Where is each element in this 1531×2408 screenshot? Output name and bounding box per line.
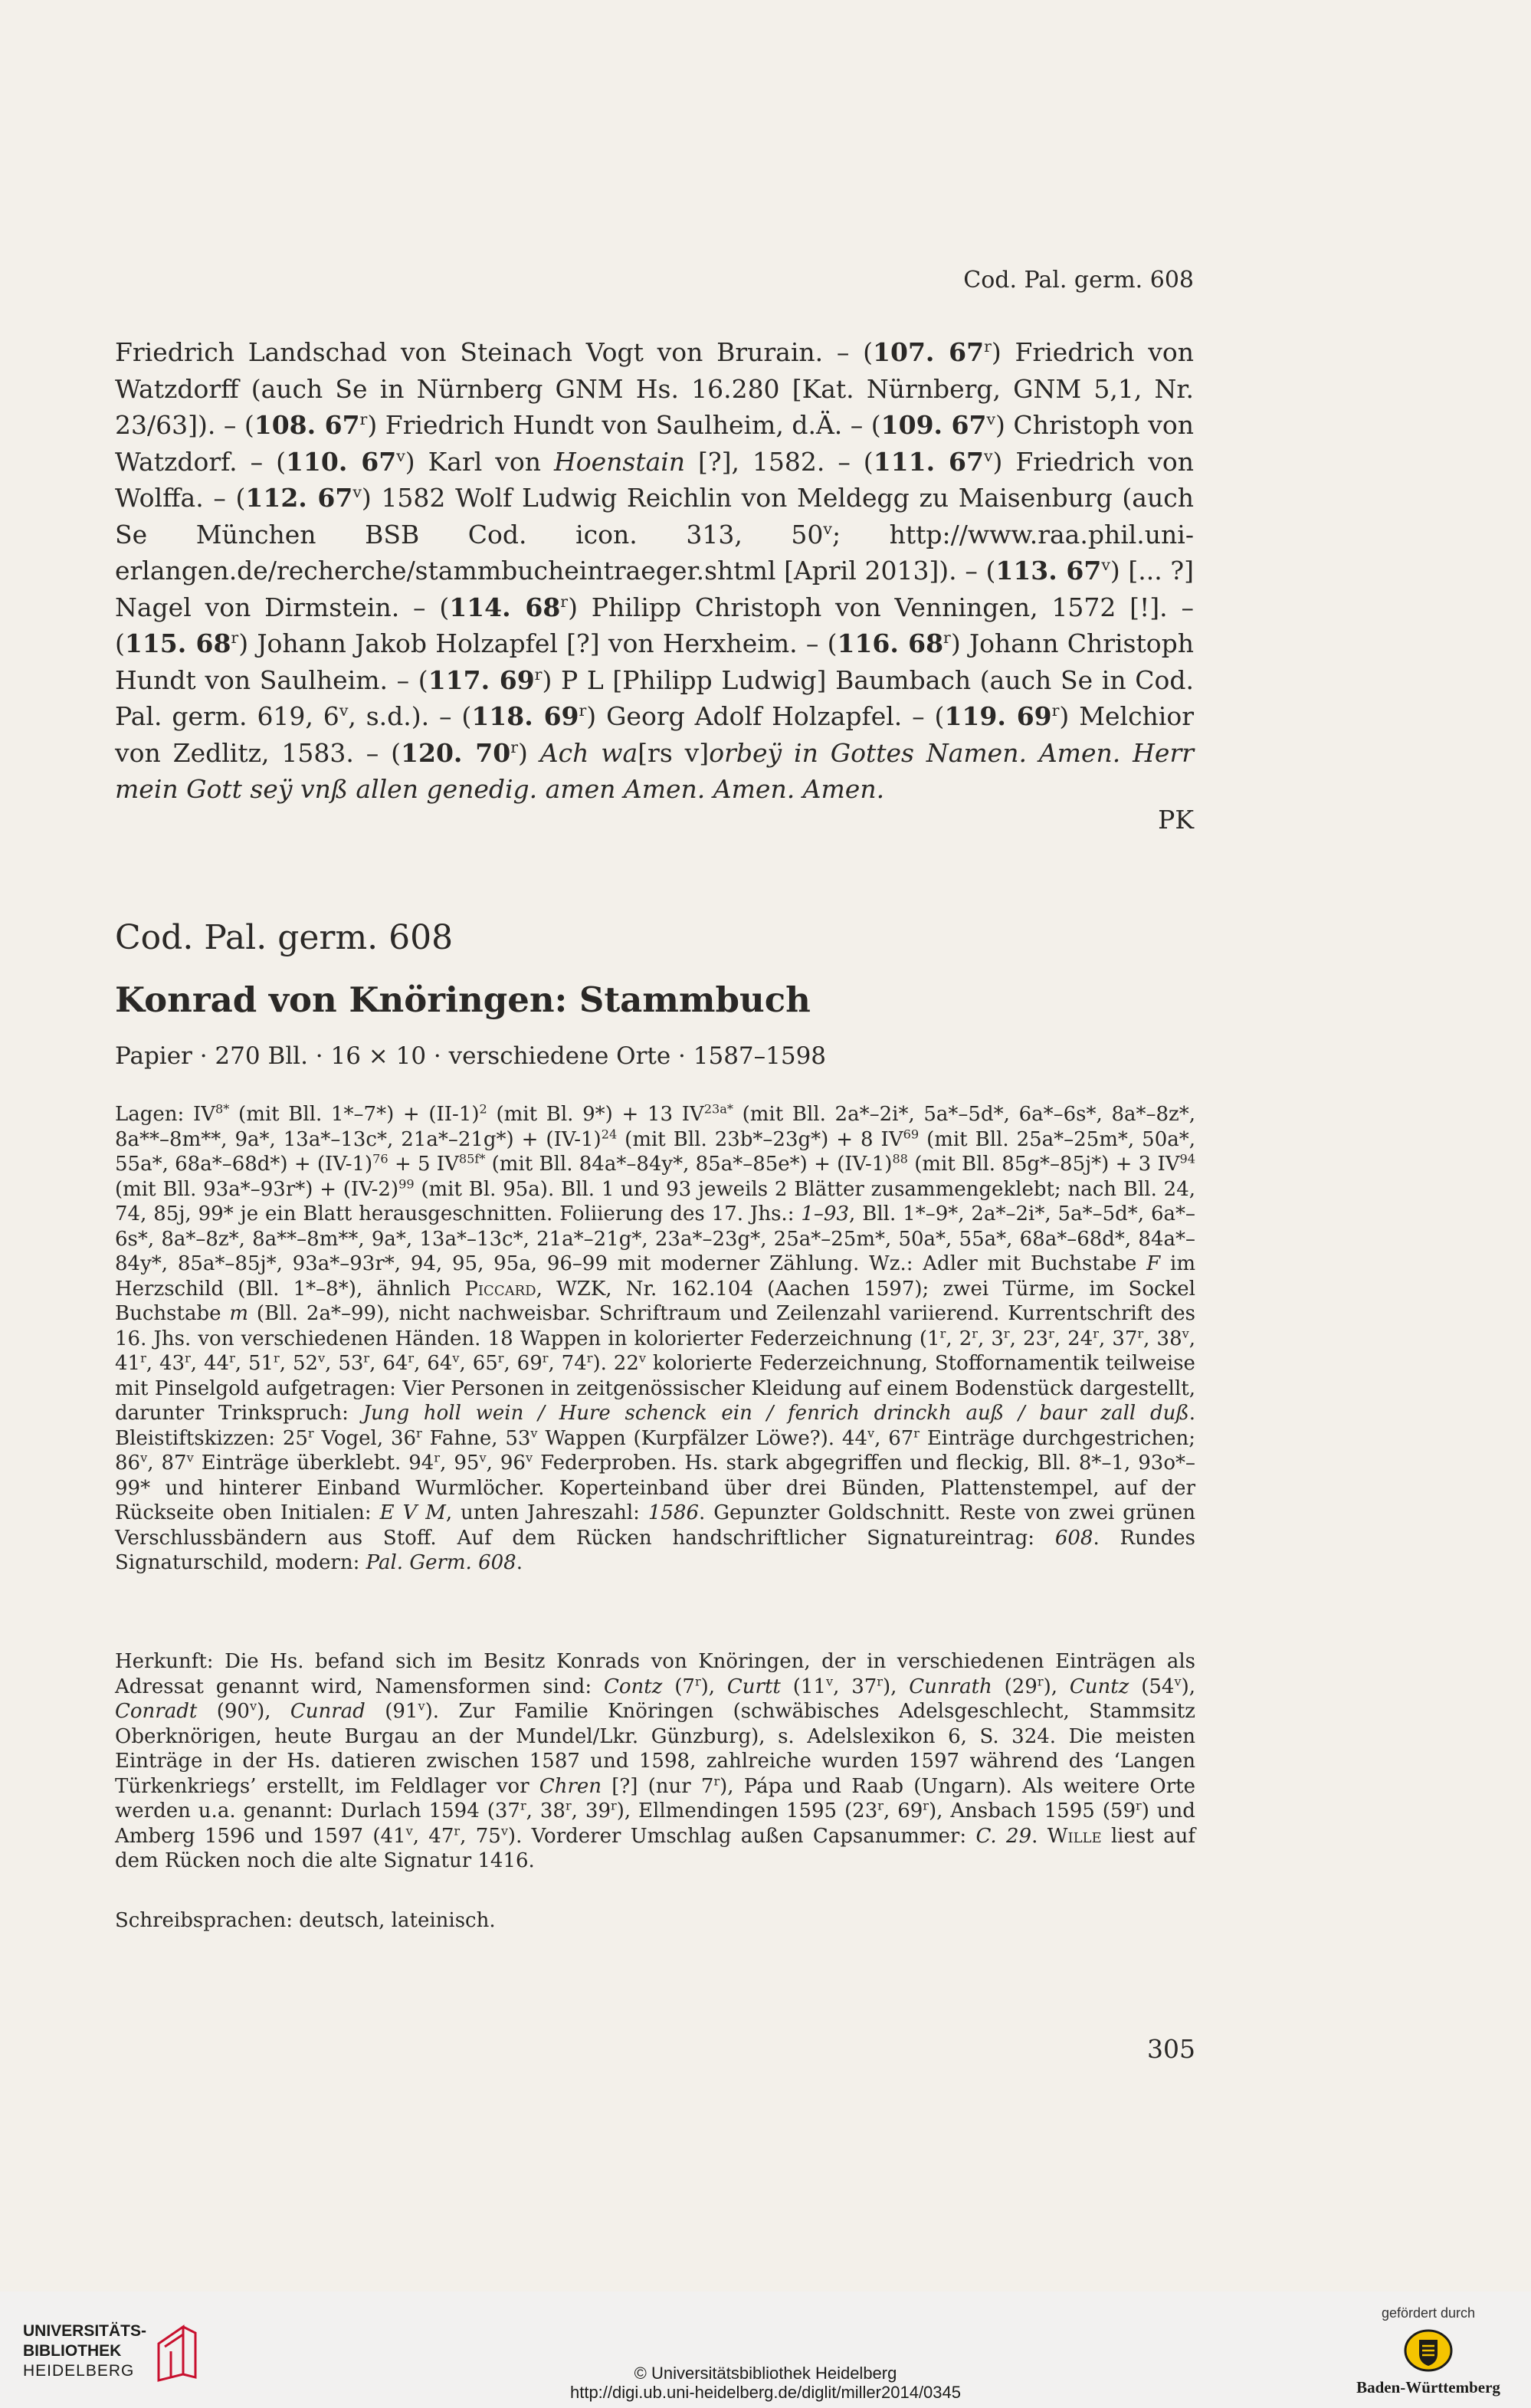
- herkunft-paragraph: Herkunft: Die Hs. befand sich im Besitz Konrads von Knöringen, der in verschiedenen Einträgen als Adressat genannt wird, Namensformen sind: Contz (7$^r$), Curtt (11$^v$, 37$^r$), Cunrath (29$^r$), Cuntz (54$^v$), Conradt (90$^v$), Cunrad (91$^v$). Zur Familie Knöringen (schwäbisches Adelsgeschlecht, Stammsitz Oberknörigen, heute Burgau an der Mundel/Lkr. Günzburg), s. Adelslexikon 6, S. 324. Die meisten Einträge in der Hs. datieren zwischen 1587 und 1598, zahlreiche wurden 1597 während des ‘Langen Türkenkriegs’ erstellt, im Feldlager vor Chren [?] (nur 7$^r$), Pápa und Raab (Ungarn). Als weitere Orte werden u.a. genannt: Durlach 1594 (37$^r$, 38$^r$, 39$^r$), Ellmendingen 1595 (23$^r$, 69$^r$), Ansbach 1595 (59$^r$) und Amberg 1596 und 1597 (41$^v$, 47$^r$, 75$^v$). Vorderer Umschlag außen Capsanummer: C. 29. Wille liest auf dem Rücken noch die alte Signatur 1416.: [115, 1650, 1195, 1872]
- permalink-url[interactable]: http://digi.ub.uni-heidelberg.de/diglit/miller2014/0345: [569, 2383, 961, 2402]
- copyright-text: © Universitätsbibliothek Heidelberg: [634, 2364, 897, 2383]
- viewer-footer: [0, 2292, 1531, 2408]
- baden-wuerttemberg-crest-icon: [1398, 2326, 1459, 2375]
- physical-description: Papier · 270 Bll. · 16 × 10 · verschiedene Orte · 1587–1598: [115, 1042, 827, 1070]
- sponsor-block: [1352, 2305, 1505, 2397]
- entry-title: Konrad von Knöringen: Stammbuch: [115, 979, 811, 1020]
- page-number: 305: [1147, 2034, 1195, 2064]
- library-name-line2: BIBLIOTHEK: [23, 2342, 122, 2360]
- sponsor-label: gefördert durch: [1381, 2305, 1476, 2321]
- sponsor-name: Baden-Württemberg: [1356, 2378, 1500, 2397]
- copyright-notice: [0, 2364, 1531, 2402]
- library-name-line1: UNIVERSITÄTS-: [23, 2322, 147, 2340]
- running-head: Cod. Pal. germ. 608: [963, 267, 1194, 294]
- schreibsprachen-line: Schreibsprachen: deutsch, lateinisch.: [115, 1909, 496, 1932]
- entry-shelfmark: Cod. Pal. germ. 608: [115, 918, 454, 957]
- author-initials: PK: [1158, 805, 1194, 835]
- previous-entry-text: Friedrich Landschad von Steinach Vogt von Brurain. – (107. 67$^r$) Friedrich von Watzdorff (auch Se in Nürnberg GNM Hs. 16.280 [Kat. Nürnberg, GNM 5,1, Nr. 23/63]). – (108. 67$^r$) Friedrich Hundt von Saulheim, d.Ä. – (109. 67$^v$) Christoph von Watzdorf. – (110. 67$^v$) Karl von Hoenstain [?], 1582. – (111. 67$^v$) Friedrich von Wolffa. – (112. 67$^v$) 1582 Wolf Ludwig Reichlin von Meldegg zu Maisenburg (auch Se München BSB Cod. icon. 313, 50$^v$; http://www.raa.phil.uni-erlangen.de/recherche/stammbucheintraeger.shtml [April 2013]). – (113. 67$^v$) [... ?] Nagel von Dirmstein. – (114. 68$^r$) Philipp Christoph von Venningen, 1572 [!]. – (115. 68$^r$) Johann Jakob Holzapfel [?] von Herxheim. – (116. 68$^r$) Johann Christoph Hundt von Saulheim. – (117. 69$^r$) P L [Philipp Ludwig] Baumbach (auch Se in Cod. Pal. germ. 619, 6$^v$, s.d.). – (118. 69$^r$) Georg Adolf Holzapfel. – (119. 69$^r$) Melchior von Zedlitz, 1583. – (120. 70$^r$) Ach wa[rs v]orbeÿ in Gottes Namen. Amen. Herr mein Gott seÿ vnß allen genedig. amen Amen. Amen. Amen.: [115, 337, 1195, 804]
- lagen-paragraph: Lagen: $IV^{8*}$ (mit Bll. $1*-7*) + (II-1)^2$ (mit Bl. 9*) + 13 $IV^{23a*}$ (mit Bll. 2a*–2i*, 5a*–5d*, 6a*–6s*, 8a*–8z*, 8a**–8m**, 9a*, 13a*–13c*, $21a*-21g*) + (IV-1)^{24}$ (mit Bll. 23b*–23g*) + 8 IV$^{69}$ (mit Bll. 25a*–25m*, 50a*, 55a*, $68a*-68d*) + (IV-1)^{76} + 5$ $IV^{85f*}$ (mit Bll. 84a*–84y*, $85a*-85e*) + (IV-1)^{88}$ (mit Bll. 85g*–85j*) + 3 IV$^{94}$ (mit Bll. $93a*-93r*) + (IV-2)^{99}$ (mit Bl. 95a). Bll. 1 und 93 jeweils 2 Blätter zusammengeklebt; nach Bll. 24, 74, 85j, 99* je ein Blatt herausgeschnitten. Foliierung des 17. Jhs.: 1–93, Bll. 1*–9*, 2a*–2i*, 5a*–5d*, 6a*–6s*, 8a*–8z*, 8a**–8m**, 9a*, 13a*–13c*, 21a*–21g*, 23a*–23g*, 25a*–25m*, 50a*, 55a*, 68a*–68d*, 84a*–84y*, 85a*–85j*, 93a*–93r*, 94, 95, 95a, 96–99 mit moderner Zählung. Wz.: Adler mit Buchstabe F im Herzschild (Bll. 1*–8*), ähnlich Piccard, WZK, Nr. 162.104 (Aachen 1597); zwei Türme, im Sockel Buchstabe m (Bll. 2a*–99), nicht nachweisbar. Schriftraum und Zeilenzahl variierend. Kurrentschrift des 16. Jhs. von verschiedenen Händen. 18 Wappen in kolorierter Federzeichnung (1$^r$, 2$^r$, 3$^r$, 23$^r$, 24$^r$, 37$^r$, 38$^v$, 41$^r$, 43$^r$, 44$^r$, 51$^r$, 52$^v$, 53$^r$, 64$^r$, 64$^v$, 65$^r$, 69$^r$, 74$^r$). 22$^v$ kolorierte Federzeichnung, Stoffornamentik teilweise mit Pinselgold aufgetragen: Vier Personen in zeitgenössischer Kleidung auf einem Bodenstück dargestellt, darunter Trinkspruch: Jung holl wein / Hure schenck ein / fenrich drinckh auß / baur zall duß. Bleistiftskizzen: 25$^r$ Vogel, 36$^r$ Fahne, 53$^v$ Wappen (Kurpfälzer Löwe?). 44$^v$, 67$^r$ Einträge durchgestrichen; 86$^v$, 87$^v$ Einträge überklebt. 94$^r$, 95$^v$, 96$^v$ Federproben. Hs. stark abgegriffen und fleckig, Bll. 8*–1, 93o*–99* und hinterer Einband Wurmlöcher. Koperteinband über drei Bünden, Plattenstempel, auf der Rückseite oben Initialen: E V M, unten Jahreszahl: 1586. Gepunzter Goldschnitt. Reste von zwei grünen Verschlussbändern aus Stoff. Auf dem Rücken handschriftlicher Signatureintrag: 608. Rundes Signaturschild, modern: Pal. Germ. 608.: [115, 1101, 1196, 1574]
- library-name-line3: HEIDELBERG: [23, 2362, 135, 2380]
